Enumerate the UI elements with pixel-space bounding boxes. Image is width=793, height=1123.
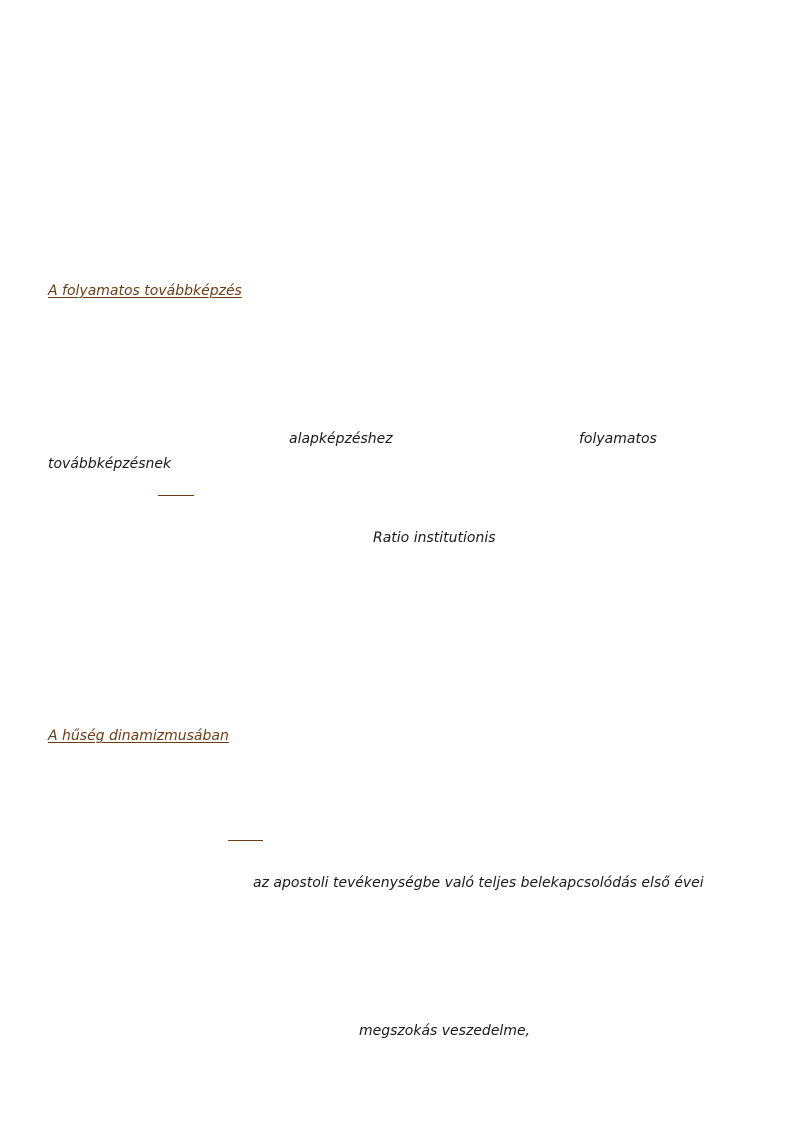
section-heading-folyamatos-tovabbkepzes[interactable]: A folyamatos továbbképzés: [48, 283, 242, 299]
phrase-megszokas-veszedelme: megszokás veszedelme,: [359, 1023, 531, 1039]
phrase-tovabbkepzesnek: továbbképzésnek: [48, 456, 172, 472]
phrase-folyamatos: folyamatos: [579, 431, 657, 447]
footnote-link-underline[interactable]: [228, 840, 263, 841]
phrase-alapkepzeshez: alapképzéshez: [289, 431, 393, 447]
phrase-apostoli-tevekenyseg: az apostoli tevékenységbe való teljes belekapcsolódás első évei: [253, 875, 704, 891]
footnote-link-underline[interactable]: [158, 495, 194, 496]
phrase-ratio-institutionis: Ratio institutionis: [373, 530, 496, 546]
section-heading-huseg-dinamizmusaban[interactable]: A hűség dinamizmusában: [48, 728, 229, 744]
